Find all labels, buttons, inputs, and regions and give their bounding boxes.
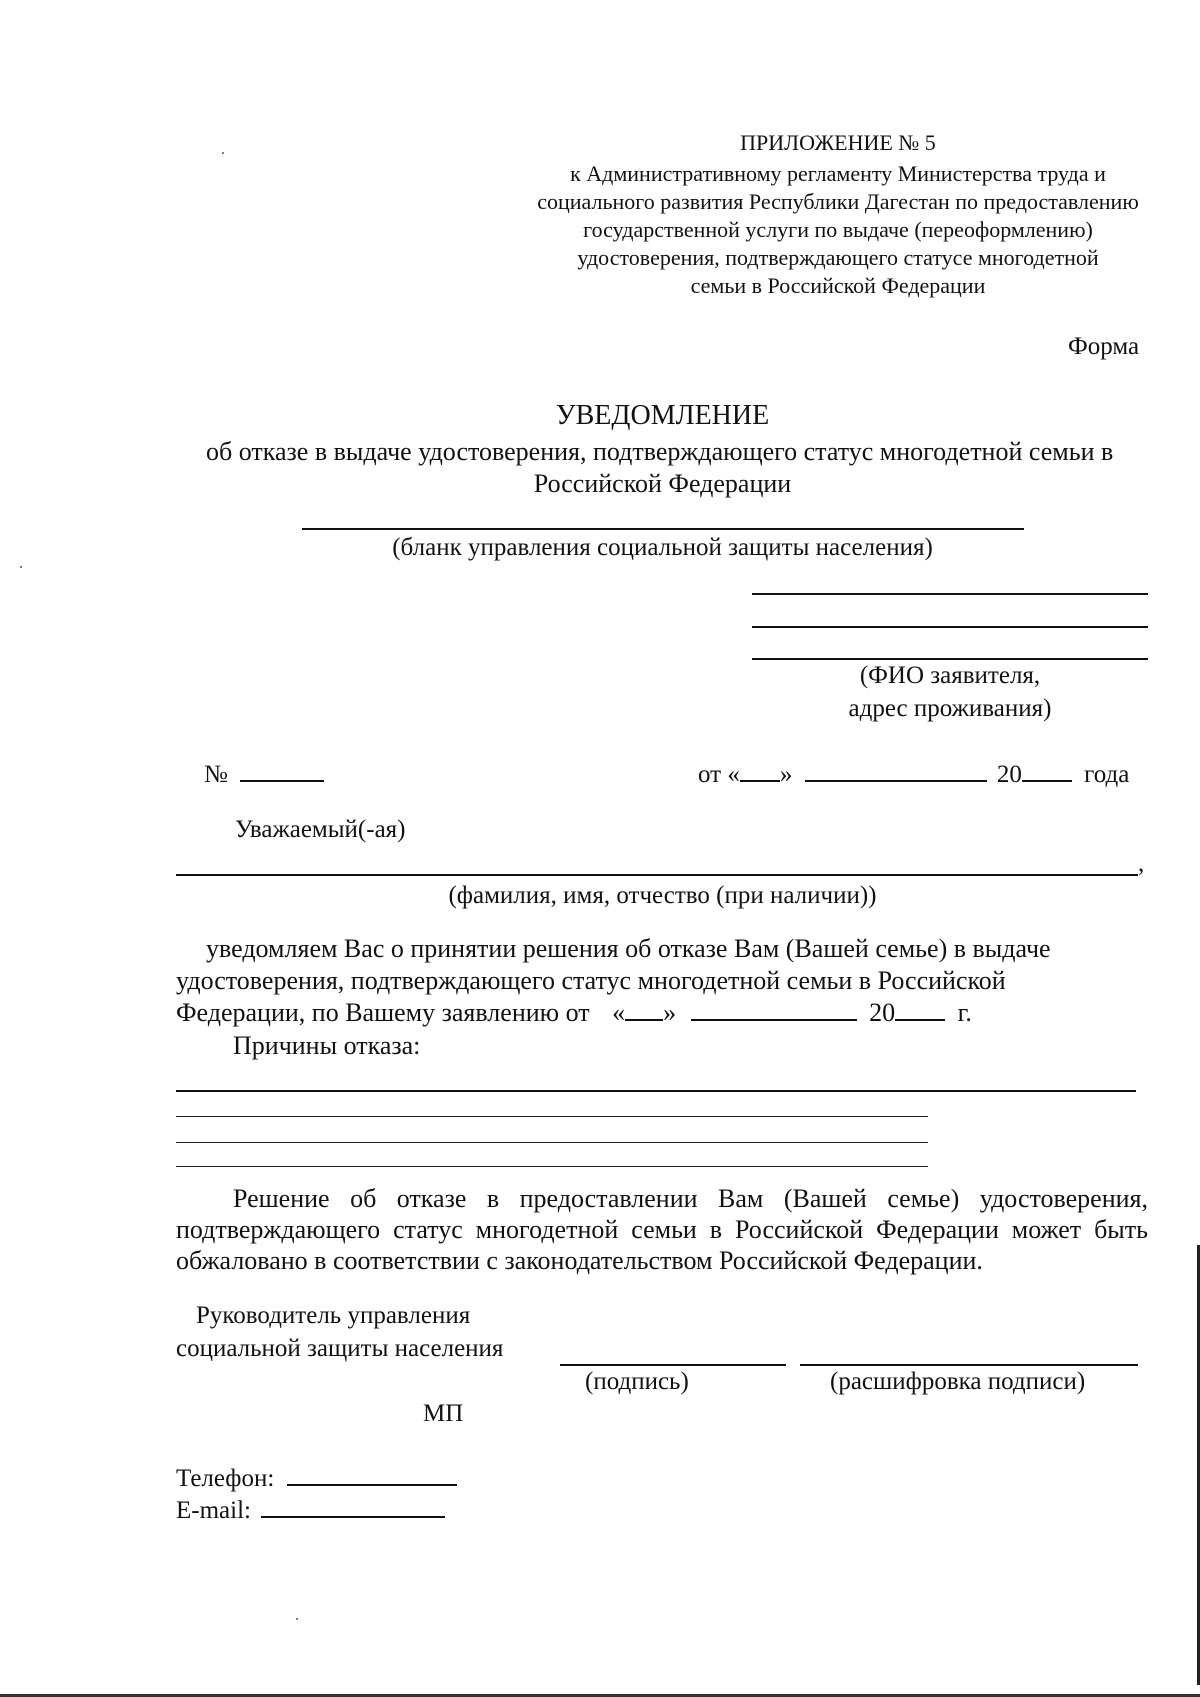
date-month-blank — [805, 760, 987, 782]
reason-line — [176, 1166, 928, 1167]
reason-line — [176, 1116, 928, 1117]
signer-title-line2: социальной защиты населения — [176, 1335, 504, 1362]
appendix-line: государственной услуги по выдаче (переоформлению) — [583, 217, 1093, 242]
date-year-suffix: года — [1084, 761, 1130, 788]
phone-blank — [287, 1464, 457, 1486]
greeting: Уважаемый(-ая) — [235, 816, 406, 843]
document-subtitle-line1: об отказе в выдаче удостоверения, подтверждающего статус многодетной семьи в — [206, 437, 1114, 466]
applicant-line — [752, 593, 1148, 595]
appendix-line: семьи в Российской Федерации — [690, 273, 986, 298]
email-label: E-mail: — [176, 1497, 251, 1524]
appendix-title: ПРИЛОЖЕНИЕ № 5 — [740, 130, 936, 155]
number-blank — [240, 760, 324, 782]
date-year-prefix: 20 — [996, 761, 1022, 788]
signer-title-line1: Руководитель управления — [196, 1302, 471, 1329]
document-title: УВЕДОМЛЕНИЕ — [555, 400, 770, 431]
reasons-label: Причины отказа: — [233, 1031, 421, 1060]
scan-speck — [222, 152, 224, 154]
document-subtitle-line2: Российской Федерации — [533, 469, 792, 498]
letterhead-caption: (бланк управления социальной защиты населения) — [392, 534, 933, 561]
notice-month-blank — [691, 999, 857, 1021]
comma: , — [1138, 850, 1145, 877]
phone-row — [176, 1464, 457, 1493]
applicant-caption-line1: (ФИО заявителя, — [859, 662, 1041, 689]
number-field — [204, 760, 324, 789]
date-quote-close: » — [779, 761, 793, 788]
scan-speck — [20, 566, 22, 568]
notice-year-prefix: 20 — [869, 998, 896, 1027]
email-row — [176, 1496, 445, 1525]
notice-line1: уведомляем Вас о принятии решения об отказе Вам (Вашей семье) в выдаче — [206, 934, 1051, 963]
letterhead-line — [302, 528, 1024, 530]
stamp-label: МП — [423, 1400, 464, 1427]
signature-line — [560, 1364, 786, 1366]
signature-decode-caption: (расшифровка подписи) — [830, 1368, 1086, 1395]
recipient-name-line — [176, 874, 1138, 876]
date-field — [698, 760, 1129, 789]
scan-speck — [296, 1618, 298, 1620]
date-year-blank — [1022, 760, 1072, 782]
notice-line3-prefix: Федерации, по Вашему заявлению от — [176, 998, 590, 1027]
applicant-caption-line2: адрес проживания) — [848, 695, 1052, 722]
date-day-blank — [740, 760, 780, 782]
appendix-line: к Административному регламенту Министерства труда и — [570, 161, 1106, 186]
appendix-text — [478, 160, 1198, 300]
email-blank — [261, 1496, 445, 1518]
applicant-line — [752, 626, 1148, 628]
number-sign: № — [204, 761, 228, 788]
notice-quote-close: » — [663, 998, 677, 1027]
name-caption: (фамилия, имя, отчество (при наличии)) — [448, 882, 877, 909]
notice-day-blank — [625, 999, 663, 1021]
form-label: Форма — [1068, 333, 1140, 360]
applicant-line — [752, 658, 1148, 660]
notice-line2: удостоверения, подтверждающего статус многодетной семьи в Российской — [176, 966, 1006, 995]
date-prefix: от « — [698, 761, 740, 788]
reason-line — [176, 1142, 928, 1143]
notice-quote-open: « — [612, 998, 626, 1027]
notice-year-blank — [895, 999, 945, 1021]
signature-decode-line — [800, 1364, 1138, 1366]
appeal-paragraph: Решение об отказе в предоставлении Вам (Вашей семье) удостоверения, подтверждающего статус многодетной семьи в Российской Федерации может быть обжаловано в соответствии с законодательством Российской Федерации. — [176, 1184, 1148, 1275]
phone-label: Телефон: — [176, 1465, 275, 1492]
notice-year-suffix: г. — [957, 998, 972, 1027]
appendix-line: удостоверения, подтверждающего статусе многодетной — [577, 245, 1099, 270]
reason-line — [176, 1090, 1136, 1092]
notice-line3 — [176, 998, 972, 1028]
appendix-line: социального развития Республики Дагестан по предоставлению — [537, 189, 1139, 214]
signature-caption: (подпись) — [585, 1368, 689, 1395]
